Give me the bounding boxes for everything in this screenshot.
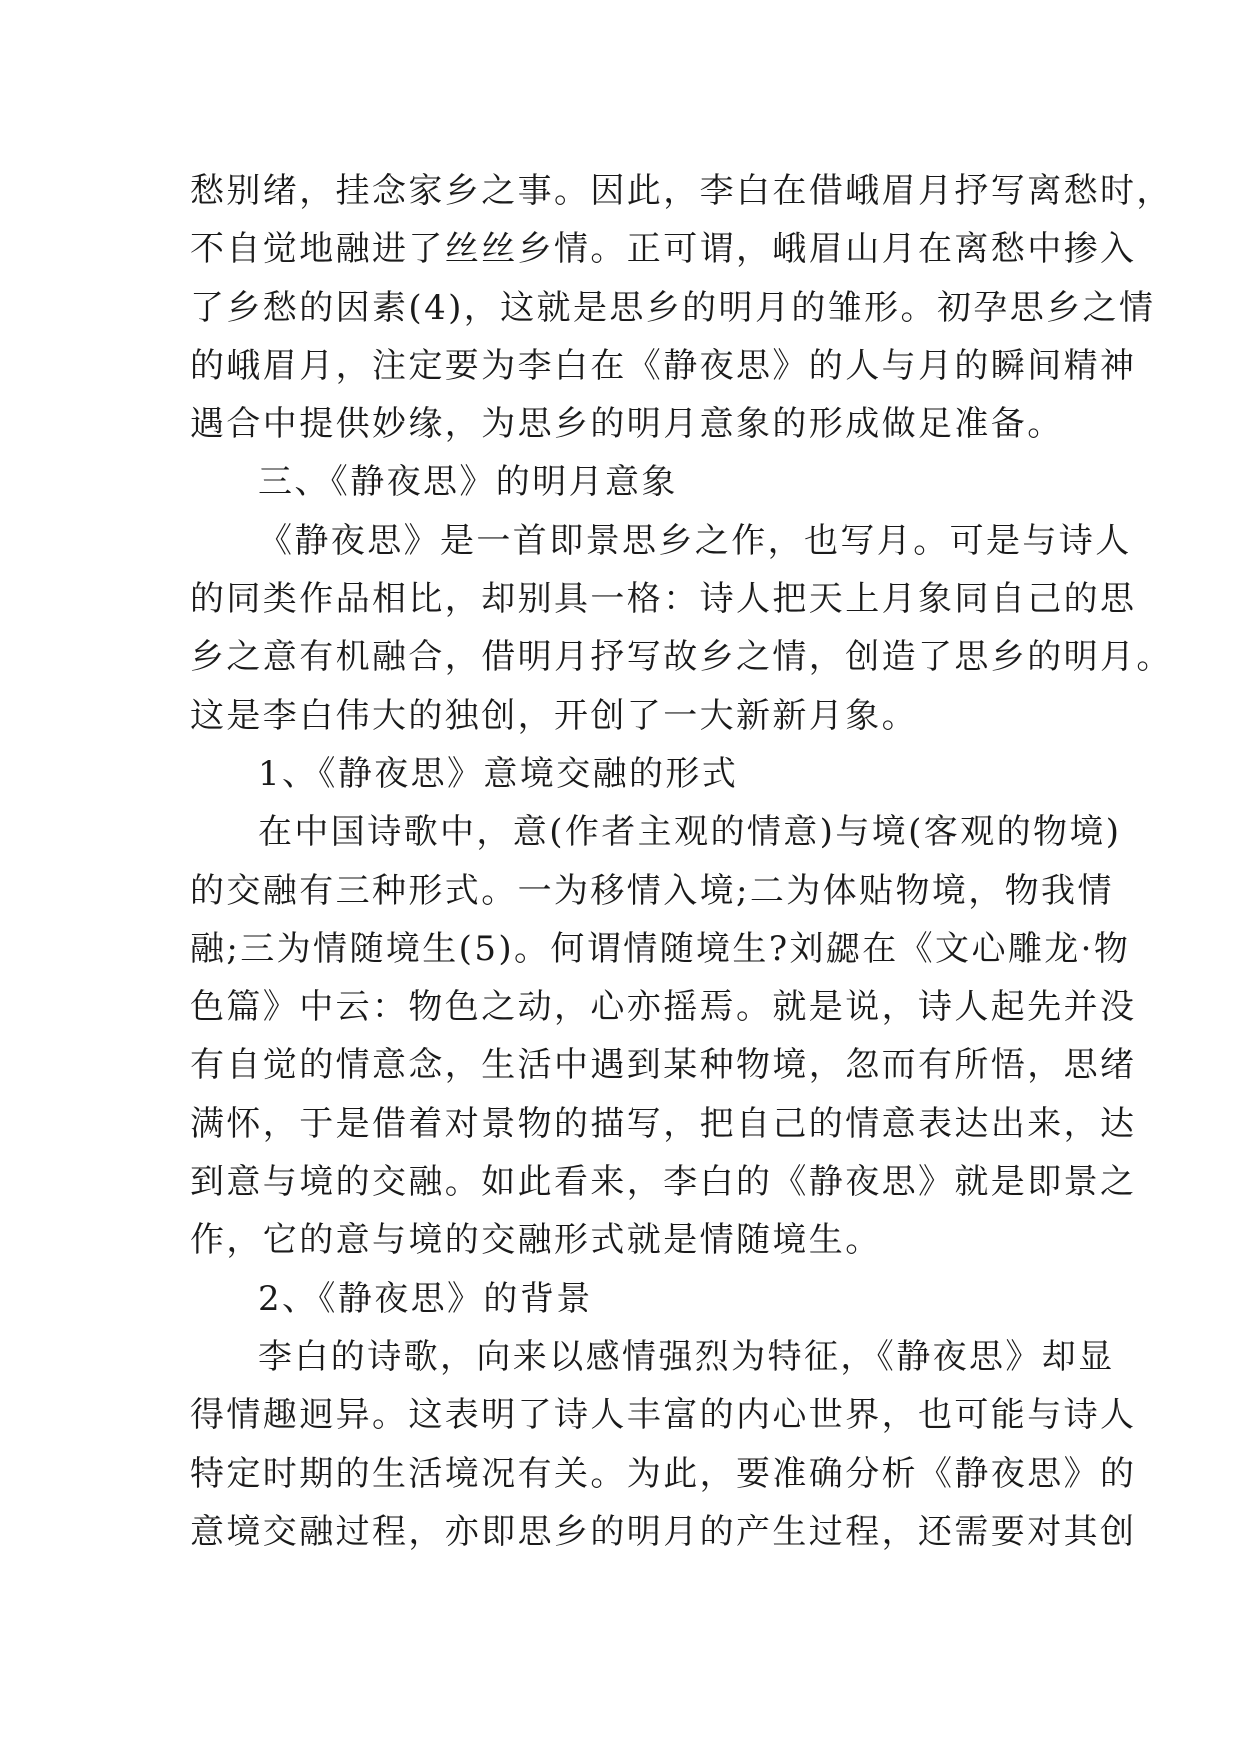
text-line: 得情趣迥异。这表明了诗人丰富的内心世界，也可能与诗人 [190, 1395, 1137, 1436]
text-line: 作，它的意与境的交融形式就是情随境生。 [190, 1220, 882, 1261]
text-line: 色篇》中云：物色之动，心亦摇焉。就是说，诗人起先并没 [190, 987, 1137, 1028]
text-line: 的峨眉月，注定要为李白在《静夜思》的人与月的瞬间精神 [190, 345, 1137, 386]
text-line: 意境交融过程，亦即思乡的明月的产生过程，还需要对其创 [190, 1511, 1137, 1552]
text-line: 满怀，于是借着对景物的描写，把自己的情意表达出来，达 [190, 1103, 1137, 1144]
document-body [190, 162, 1173, 1561]
text-line: 的同类作品相比，却别具一格：诗人把天上月象同自己的思 [190, 579, 1137, 620]
text-line: 融;三为情随境生(5)。何谓情随境生?刘勰在《文心雕龙·物 [190, 928, 1131, 969]
text-line: 三、《静夜思》的明月意象 [258, 462, 678, 503]
text-line: 有自觉的情意念，生活中遇到某种物境，忽而有所悟，思绪 [190, 1045, 1137, 1086]
text-line: 这是李白伟大的独创，开创了一大新新月象。 [190, 695, 918, 736]
text-line: 到意与境的交融。如此看来，李白的《静夜思》就是即景之 [190, 1162, 1137, 1203]
text-line: 了乡愁的因素(4)，这就是思乡的明月的雏形。初孕思乡之情 [190, 287, 1156, 328]
text-line: 2、《静夜思》的背景 [258, 1278, 593, 1319]
text-line: 特定时期的生活境况有关。为此，要准确分析《静夜思》的 [190, 1453, 1137, 1494]
text-line: 乡之意有机融合，借明月抒写故乡之情，创造了思乡的明月。 [190, 637, 1173, 678]
text-line: 在中国诗歌中，意(作者主观的情意)与境(客观的物境) [258, 812, 1122, 853]
text-line: 遇合中提供妙缘，为思乡的明月意象的形成做足准备。 [190, 404, 1064, 445]
text-line: 的交融有三种形式。一为移情入境;二为体贴物境，物我情 [190, 870, 1114, 911]
text-line: 1、《静夜思》意境交融的形式 [258, 753, 739, 794]
text-line: 愁别绪，挂念家乡之事。因此，李白在借峨眉月抒写离愁时， [190, 171, 1173, 211]
text-line: 《静夜思》是一首即景思乡之作，也写月。可是与诗人 [258, 520, 1132, 561]
text-line: 李白的诗歌，向来以感情强烈为特征，《静夜思》却显 [258, 1336, 1115, 1377]
text-line: 不自觉地融进了丝丝乡情。正可谓，峨眉山月在离愁中掺入 [190, 229, 1137, 270]
